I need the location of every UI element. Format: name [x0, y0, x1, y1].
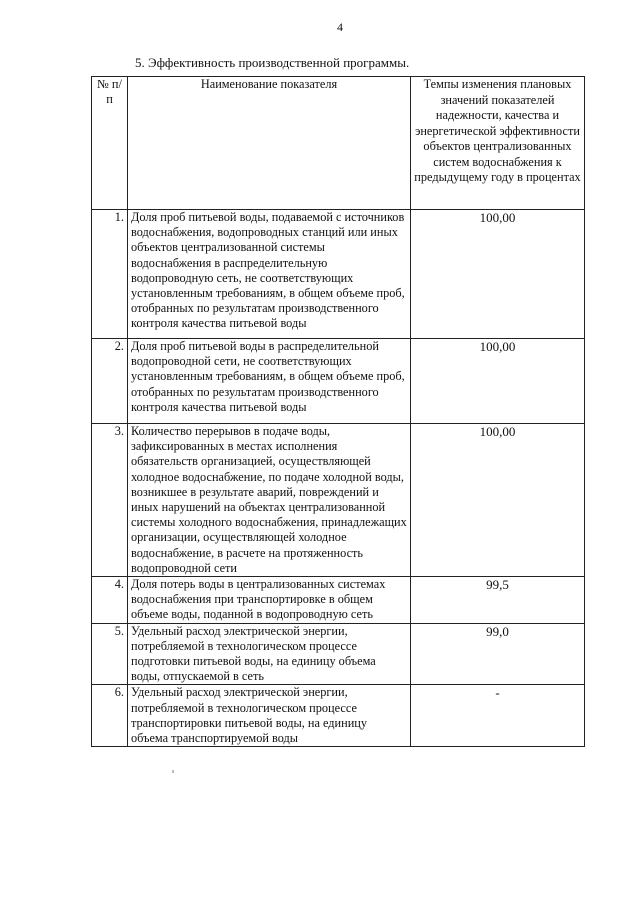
row-value: 99,0: [411, 623, 585, 685]
table-row: [92, 339, 585, 424]
row-name: Доля проб питьевой воды, подаваемой с источников водоснабжения, водопроводных станций или иных объектов централизованной системы водоснабжения в распределительную водопроводную сеть, не соответствующих установленным требованиям, в общем объеме проб, отобранных по результатам производственного контроля качества питьевой воды: [128, 210, 411, 339]
row-value: 99,5: [411, 577, 585, 624]
row-name: Удельный расход электрической энергии, потребляемой в технологическом процессе транспортировки питьевой воды, на единицу объема транспортируемой воды: [128, 685, 411, 747]
row-num: 6.: [92, 685, 128, 747]
row-num: 2.: [92, 339, 128, 424]
table-row: [92, 577, 585, 624]
row-name: Количество перерывов в подаче воды, зафиксированных в местах исполнения обязательств организацией, осуществляющей холодное водоснабжение, по подаче холодной воды, возникшее в результате аварий, повреждений и иных нарушений на объектах централизованной системы холодного водоснабжения, принадлежащих организации, осуществляющей холодное водоснабжение, в расчете на протяженность водопроводной сети: [128, 424, 411, 577]
row-num: 3.: [92, 424, 128, 577]
row-name: Удельный расход электрической энергии, потребляемой в технологическом процессе подготовки питьевой воды, на единицу объема воды, отпускаемой в сеть: [128, 623, 411, 685]
section-title: 5. Эффективность производственной программы.: [135, 55, 410, 70]
row-value: 100,00: [411, 339, 585, 424]
table-row: [92, 623, 585, 685]
header-value: Темпы изменения плановых значений показателей надежности, качества и энергетической эффективности объектов централизованных систем водоснабжения к предыдущему году в процентах: [411, 77, 585, 210]
table-row: [92, 210, 585, 339]
indicators-table: [91, 76, 585, 747]
row-value: -: [411, 685, 585, 747]
page-number: 4: [337, 20, 343, 34]
row-num: 5.: [92, 623, 128, 685]
row-value: 100,00: [411, 210, 585, 339]
table-header-row: [92, 77, 585, 210]
scan-speck: [172, 770, 174, 773]
header-num: № п/п: [92, 77, 128, 210]
row-value: 100,00: [411, 424, 585, 577]
row-name: Доля проб питьевой воды в распределительной водопроводной сети, не соответствующих установленным требованиям, в общем объеме проб, отобранных по результатам производственного контроля качества питьевой воды: [128, 339, 411, 424]
table-row: [92, 685, 585, 747]
row-num: 1.: [92, 210, 128, 339]
row-num: 4.: [92, 577, 128, 624]
table-row: [92, 424, 585, 577]
header-name: Наименование показателя: [128, 77, 411, 210]
row-name: Доля потерь воды в централизованных системах водоснабжения при транспортировке в общем объеме воды, поданной в водопроводную сеть: [128, 577, 411, 624]
